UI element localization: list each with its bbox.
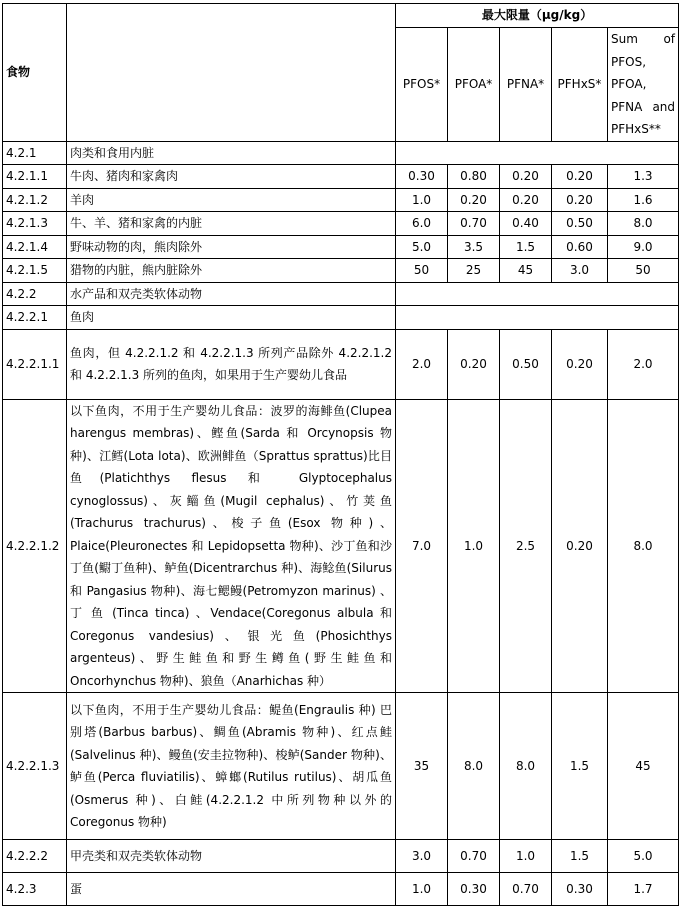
pfhxs-value: 0.20 bbox=[552, 165, 608, 189]
pfna-value: 1.5 bbox=[500, 235, 552, 259]
pfos-value: 1.0 bbox=[396, 873, 448, 906]
max-limit-header: 最大限量（μg/kg） bbox=[396, 4, 679, 28]
pfos-value: 3.0 bbox=[396, 840, 448, 873]
row-code: 4.2.2.2 bbox=[3, 840, 67, 873]
row-code: 4.2.1.5 bbox=[3, 259, 67, 283]
table-row bbox=[3, 141, 679, 165]
pfoa-value: 0.20 bbox=[448, 329, 500, 399]
pfoa-value: 0.20 bbox=[448, 188, 500, 212]
sum-value: 1.7 bbox=[608, 873, 679, 906]
pfoa-value: 25 bbox=[448, 259, 500, 283]
limits-table bbox=[2, 3, 679, 906]
pfoa-header: PFOA* bbox=[448, 28, 500, 142]
sum-value: 2.0 bbox=[608, 329, 679, 399]
row-desc: 牛肉、猪肉和家禽肉 bbox=[67, 165, 396, 189]
row-code: 4.2.1 bbox=[3, 141, 67, 165]
pfoa-value: 0.30 bbox=[448, 873, 500, 906]
table-row bbox=[3, 212, 679, 236]
pfoa-value: 3.5 bbox=[448, 235, 500, 259]
pfhxs-value: 0.30 bbox=[552, 873, 608, 906]
pfna-value: 0.40 bbox=[500, 212, 552, 236]
row-empty bbox=[396, 306, 679, 330]
pfna-value: 0.20 bbox=[500, 165, 552, 189]
pfoa-value: 0.70 bbox=[448, 212, 500, 236]
pfhxs-value: 3.0 bbox=[552, 259, 608, 283]
row-empty bbox=[396, 141, 679, 165]
pfhxs-value: 0.20 bbox=[552, 399, 608, 693]
table-row bbox=[3, 259, 679, 283]
table-row bbox=[3, 399, 679, 693]
row-code: 4.2.1.1 bbox=[3, 165, 67, 189]
row-code: 4.2.1.3 bbox=[3, 212, 67, 236]
pfna-value: 2.5 bbox=[500, 399, 552, 693]
table-row bbox=[3, 873, 679, 906]
pfhxs-value: 1.5 bbox=[552, 693, 608, 840]
pfhxs-value: 0.20 bbox=[552, 188, 608, 212]
row-code: 4.2.2 bbox=[3, 282, 67, 306]
sum-value: 8.0 bbox=[608, 212, 679, 236]
table-row bbox=[3, 693, 679, 840]
pfoa-value: 8.0 bbox=[448, 693, 500, 840]
sum-value: 9.0 bbox=[608, 235, 679, 259]
row-code: 4.2.3 bbox=[3, 873, 67, 906]
pfos-value: 6.0 bbox=[396, 212, 448, 236]
pfos-value: 5.0 bbox=[396, 235, 448, 259]
food-desc-header bbox=[67, 4, 396, 142]
sum-line: PFHxS** bbox=[611, 122, 661, 136]
pfna-value: 0.20 bbox=[500, 188, 552, 212]
pfna-value: 45 bbox=[500, 259, 552, 283]
pfna-value: 0.50 bbox=[500, 329, 552, 399]
sum-value: 50 bbox=[608, 259, 679, 283]
sum-line: PFOA, bbox=[611, 77, 647, 91]
pfhxs-value: 1.5 bbox=[552, 840, 608, 873]
table-row bbox=[3, 188, 679, 212]
pfna-value: 0.70 bbox=[500, 873, 552, 906]
sum-line: PFNA and bbox=[611, 99, 676, 114]
pfhxs-value: 0.50 bbox=[552, 212, 608, 236]
pfhxs-value: 0.20 bbox=[552, 329, 608, 399]
row-desc: 鱼肉 bbox=[67, 306, 396, 330]
pfos-value: 50 bbox=[396, 259, 448, 283]
pfna-header: PFNA* bbox=[500, 28, 552, 142]
food-header: 食物 bbox=[3, 4, 67, 142]
pfoa-value: 0.80 bbox=[448, 165, 500, 189]
row-desc: 野味动物的肉，熊肉除外 bbox=[67, 235, 396, 259]
sum-value: 5.0 bbox=[608, 840, 679, 873]
pfos-header: PFOS* bbox=[396, 28, 448, 142]
table-row bbox=[3, 329, 679, 399]
table-row bbox=[3, 840, 679, 873]
pfna-value: 1.0 bbox=[500, 840, 552, 873]
row-code: 4.2.2.1 bbox=[3, 306, 67, 330]
pfoa-value: 0.70 bbox=[448, 840, 500, 873]
sum-value: 8.0 bbox=[608, 399, 679, 693]
row-desc: 甲壳类和双壳类软体动物 bbox=[67, 840, 396, 873]
pfna-value: 8.0 bbox=[500, 693, 552, 840]
row-desc: 羊肉 bbox=[67, 188, 396, 212]
sum-line: Sum of bbox=[611, 32, 676, 46]
pfos-value: 35 bbox=[396, 693, 448, 840]
row-desc: 以下鱼肉，不用于生产婴幼儿食品：波罗的海鲱鱼(Clupea harengus membras)、鲣鱼(Sarda 和 Orcynopsis 物种)、江鳕(Lota lota)、欧洲鲱鱼（Sprattus sprattus)比目鱼(Platichthys flesus 和 Glyptocephalus cynoglossus)、灰鲻鱼(Mugil cephalus)、竹荚鱼(Trachurus trachurus)、梭子鱼(Esox 物种)、Plaice(Pleuronectes 和 Lepidopsetta 物种)、沙丁鱼和沙丁鱼(鳚丁鱼种)、鲈鱼(Dicentrarchus 种)、海鲶鱼(Silurus 和 Pangasius 物种)、海七鳃鳗(Petromyzon marinus) 、 丁 鱼 (Tinca tinca) 、Vendace(Coregonus albula 和 Coregonus vandesius)、银光鱼(Phosichthys argenteus)、野生鲑鱼和野生鳟鱼(野生鲑鱼和 Oncorhynchus 物种)、狼鱼（Anarhichas 种） bbox=[67, 399, 396, 693]
row-desc: 蛋 bbox=[67, 873, 396, 906]
row-desc: 牛、羊、猪和家禽的内脏 bbox=[67, 212, 396, 236]
sum-line: PFOS, bbox=[611, 54, 647, 69]
row-desc: 肉类和食用内脏 bbox=[67, 141, 396, 165]
row-desc: 猎物的内脏，熊内脏除外 bbox=[67, 259, 396, 283]
row-code: 4.2.2.1.1 bbox=[3, 329, 67, 399]
row-code: 4.2.1.4 bbox=[3, 235, 67, 259]
pfos-value: 2.0 bbox=[396, 329, 448, 399]
table-row bbox=[3, 282, 679, 306]
pfos-value: 1.0 bbox=[396, 188, 448, 212]
pfoa-value: 1.0 bbox=[448, 399, 500, 693]
row-empty bbox=[396, 282, 679, 306]
table-row bbox=[3, 235, 679, 259]
sum-value: 45 bbox=[608, 693, 679, 840]
row-desc: 鱼肉，但 4.2.2.1.2 和 4.2.2.1.3 所列产品除外 4.2.2.1.2 和 4.2.2.1.3 所列的鱼肉，如果用于生产婴幼儿食品 bbox=[67, 329, 396, 399]
pfhxs-value: 0.60 bbox=[552, 235, 608, 259]
sum-value: 1.3 bbox=[608, 165, 679, 189]
pfos-value: 7.0 bbox=[396, 399, 448, 693]
row-code: 4.2.1.2 bbox=[3, 188, 67, 212]
pfos-value: 0.30 bbox=[396, 165, 448, 189]
row-desc: 以下鱼肉，不用于生产婴幼儿食品：鳀鱼(Engraulis 种) 巴别塔(Barbus barbus)、鲷鱼(Abramis 物种)、红点鲑(Salvelinus 种)、鳗鱼(安圭拉物种)、梭鲈(Sander 物种)、鲈鱼(Perca fluviatilis)、蟑螂(Rutilus rutilus)、胡瓜鱼(Osmerus 种)、白鲑(4.2.2.1.2 中所列物种以外的 Coregonus 物种) bbox=[67, 693, 396, 840]
sum-value: 1.6 bbox=[608, 188, 679, 212]
sum-header bbox=[608, 28, 679, 142]
table-row bbox=[3, 165, 679, 189]
pfhxs-header: PFHxS* bbox=[552, 28, 608, 142]
row-desc: 水产品和双壳类软体动物 bbox=[67, 282, 396, 306]
row-code: 4.2.2.1.2 bbox=[3, 399, 67, 693]
row-code: 4.2.2.1.3 bbox=[3, 693, 67, 840]
table-row bbox=[3, 306, 679, 330]
